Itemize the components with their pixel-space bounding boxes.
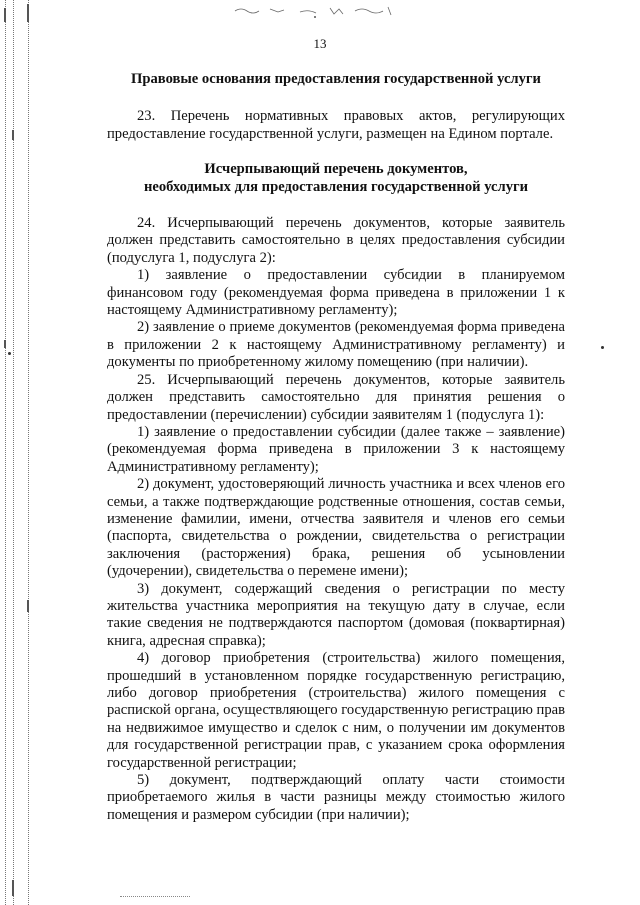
page-number: 13 [313,36,327,51]
edge-mark [27,600,29,612]
paragraph: 24. Исчерпывающий перечень документов, которые заявитель должен представить самостоятельно в целях предоставления субсидии (подуслуга 1, подуслуга 2): [107,215,565,266]
list-item: 2) документ, удостоверяющий личность участника и всех членов его семьи, а также подтверждающие родственные отношения, состав семьи, изменение фамилии, имени, отчества заявителя и членов его семьи (паспорта, свидетельства о рождении, свидетельства о регистрации заключения (расторжения) брака, решения об усыновлении (удочерении), свидетельства о перемене имени); [107,476,565,580]
binding-edge [0,0,40,905]
edge-mark [12,130,14,140]
scan-speck [8,352,11,355]
edge-mark [27,4,29,22]
edge-line [28,0,29,905]
section-heading: Правовые основания предоставления государственной услуги [131,71,541,87]
list-item: 2) заявление о приеме документов (рекомендуемая форма приведена в приложении 2 к настоящему Административному регламенту) и документы по приобретенному жилому помещению (при наличии). [107,319,565,371]
list-item: 1) заявление о предоставлении субсидии (далее также – заявление) (рекомендуемая форма приведена в приложении 3 к настоящему Административному регламенту); [107,423,565,475]
edge-mark [12,880,14,896]
paragraph: 23. Перечень нормативных правовых актов, регулирующих предоставление государственной услуги, размещен на Едином портале. [107,108,565,142]
document-body [107,71,565,824]
scan-speck [601,346,604,349]
list-item: 3) документ, содержащий сведения о регистрации по месту жительства участника мероприятия на текущую дату в случае, если такие сведения не подтверждаются паспортом (домовая (поквартирная) книга, адресная справка); [107,580,565,649]
list-item: 5) документ, подтверждающий оплату части стоимости приобретаемого жилья в части разницы между стоимостью жилого помещения и размером субсидии (при наличии); [107,772,565,823]
scan-artifact [230,2,400,20]
edge-mark [4,340,6,348]
paragraph: 25. Исчерпывающий перечень документов, которые заявитель должен представить самостоятельно для принятия решения о предоставлении (перечислении) субсидии заявителям 1 (подуслуга 1): [107,371,565,423]
scan-artifact-bottom [120,896,190,897]
section-heading-line-1: Исчерпывающий перечень документов, [204,161,468,178]
section-heading-line-2: необходимых для предоставления государственной услуги [143,178,529,195]
list-item: 1) заявление о предоставлении субсидии в планируемом финансовом году (рекомендуемая форма приведена в приложении 1 к настоящему Административному регламенту); [107,267,565,319]
list-item: 4) договор приобретения (строительства) жилого помещения, прошедший в установленном порядке государственную регистрацию, либо договор приобретения (строительства) жилого помещения с распиской органа, осуществляющего государственную регистрацию прав на недвижимое имущество и сделок с ним, о получении им документов для государственной регистрации прав, с указанием срока оформления государственной регистрации; [107,650,565,771]
edge-line [5,0,6,905]
edge-mark [4,8,6,22]
